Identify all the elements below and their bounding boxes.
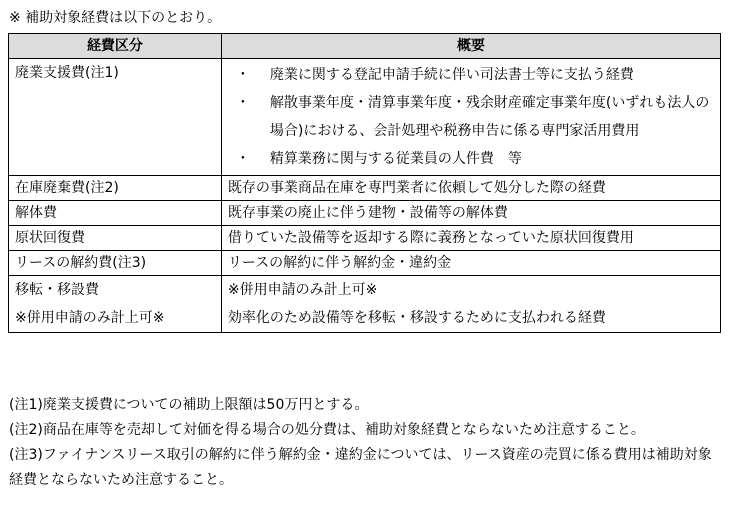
table-row xyxy=(9,176,721,201)
bullet-text: 廃業に関する登記申請手続に伴い司法書士等に支払う経費 xyxy=(269,67,634,83)
category-cell: 在庫廃棄費(注2) xyxy=(9,176,222,201)
bullet-list xyxy=(228,61,714,173)
table-row xyxy=(9,226,721,251)
list-item xyxy=(228,89,714,145)
bullet-mark: ・ xyxy=(235,95,250,111)
summary-cell: リースの解約に伴う解約金・違約金 xyxy=(221,251,720,276)
summary-cell xyxy=(221,276,720,333)
category-cell: 廃業支援費(注1) xyxy=(9,59,222,176)
list-item xyxy=(228,61,714,89)
category-note: ※併用申請のみ計上可※ xyxy=(15,310,165,326)
bullet-mark: ・ xyxy=(235,67,250,83)
expense-table xyxy=(8,33,721,333)
table-row xyxy=(9,201,721,226)
header-category: 経費区分 xyxy=(9,34,222,59)
summary-cell: 既存の事業商品在庫を専門業者に依頼して処分した際の経費 xyxy=(221,176,720,201)
category-label: 移転・移設費 xyxy=(15,282,99,298)
summary-note: ※併用申請のみ計上可※ xyxy=(227,282,378,298)
notes-section xyxy=(9,393,721,493)
note-1: (注1)廃業支援費についての補助上限額は50万円とする。 xyxy=(9,397,369,413)
category-cell: リースの解約費(注3) xyxy=(9,251,222,276)
table-row xyxy=(9,59,721,176)
header-summary: 概要 xyxy=(221,34,720,59)
summary-cell xyxy=(221,59,720,176)
bullet-mark: ・ xyxy=(235,151,250,167)
table-header-row xyxy=(9,34,721,59)
table-row xyxy=(9,251,721,276)
table-row xyxy=(9,276,721,333)
summary-cell: 既存事業の廃止に伴う建物・設備等の解体費 xyxy=(221,201,720,226)
summary-text: 効率化のため設備等を移転・移設するために支払われる経費 xyxy=(227,310,606,326)
bullet-text: 精算業務に関与する従業員の人件費 等 xyxy=(269,151,522,167)
category-cell: 原状回復費 xyxy=(9,226,222,251)
list-item xyxy=(228,145,714,173)
note-3: (注3)ファイナンスリース取引の解約に伴う解約金・違約金については、リース資産の売買に係る費用は補助対象経費とならないため注意すること。 xyxy=(9,447,712,488)
category-cell xyxy=(9,276,222,333)
note-2: (注2)商品在庫等を売却して対価を得る場合の処分費は、補助対象経費とならないため注意すること。 xyxy=(9,422,645,438)
category-cell: 解体費 xyxy=(9,201,222,226)
summary-cell: 借りていた設備等を返却する際に義務となっていた原状回復費用 xyxy=(221,226,720,251)
bullet-text: 解散事業年度・清算事業年度・残余財産確定事業年度(いずれも法人の場合)における、会計処理や税務申告に係る専門家活用費用 xyxy=(269,95,710,139)
intro-text: ※ 補助対象経費は以下のとおり。 xyxy=(9,10,222,26)
